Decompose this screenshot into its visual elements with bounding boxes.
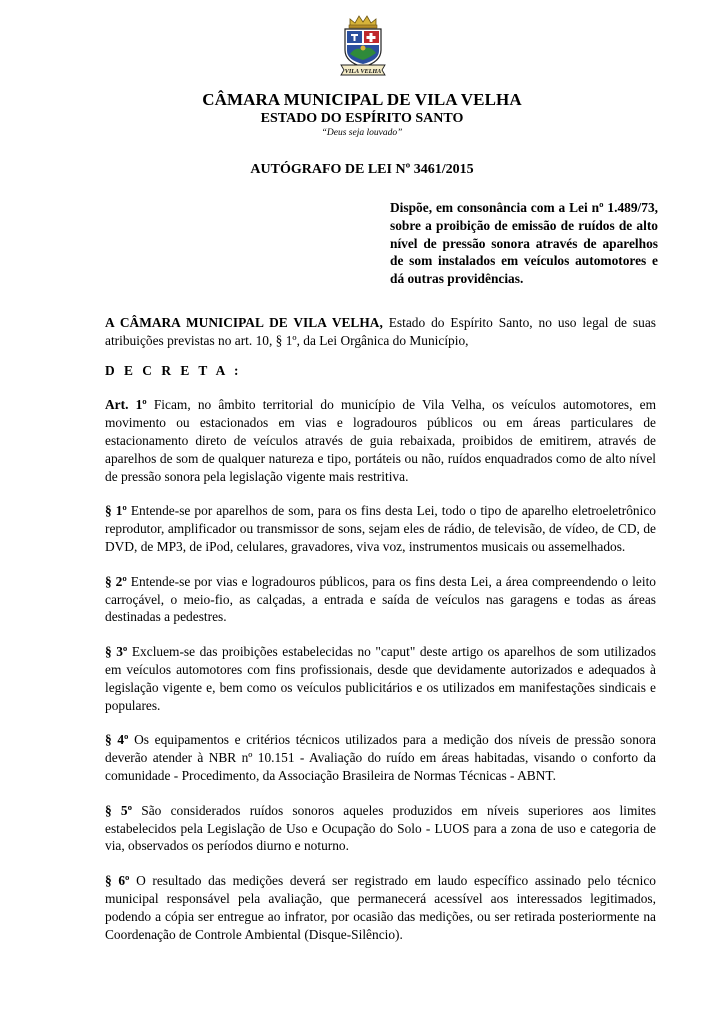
intro-paragraph (105, 314, 656, 350)
paragraph-text: Entende-se por aparelhos de som, para os fins desta Lei, todo o tipo de aparelho eletroeletrônico reprodutor, amplificador ou transmissor de sons, sejam eles de rádio, de televisão, de vídeo, de CD, de DVD, de MP3, de iPod, celulares, gravadores, viva voz, instrumentos musicais ou assemelhados. (105, 503, 656, 554)
article-label: Art. 1º (105, 397, 147, 413)
paragraph-label: § 3º (105, 644, 128, 660)
intro-text: Estado do Espírito Santo, no uso legal de suas atribuições previstas no art. 10, § 1º, da Lei Orgânica do Município, (105, 315, 656, 348)
paragraph-3 (105, 643, 656, 714)
document-body (105, 314, 656, 960)
paragraph-4 (105, 731, 656, 784)
paragraph-text: Os equipamentos e critérios técnicos utilizados para a medição dos níveis de pressão sonora deverão atender à NBR nº 10.151 - Avaliação do ruído em áreas habitadas, visando o conforto da comunidade - Procedimento, da Associação Brasileira de Normas Técnicas - ABNT. (105, 732, 656, 783)
paragraph-text: São considerados ruídos sonoros aqueles produzidos em níveis superiores aos limites estabelecidos pela Legislação de Uso e Ocupação do Solo - LUOS para a zona de uso e categoria de via, observados os períodos diurno e noturno. (105, 802, 656, 854)
motto: “Deus seja louvado” (321, 128, 403, 138)
paragraph-label: § 2º (105, 573, 127, 589)
ementa: Dispõe, em consonância com a Lei nº 1.489/73, sobre a proibição de emissão de ruídos de alto nível de pressão sonora através de aparelhos de som instalados em veículos automotores e dá outras providências. (390, 200, 658, 287)
state-name: ESTADO DO ESPÍRITO SANTO (260, 111, 464, 126)
paragraph-text: O resultado das medições deverá ser registrado em laudo específico assinado pelo técnico municipal responsável pela avaliação, que permanecerá acessível aos interessados legitimados, podendo a cópia ser entregue ao infrator, por ocasião das medições, ou ser retirada posteriormente na Coordenação de Controle Ambiental (Disque-Silêncio). (105, 873, 656, 942)
chamber-name: CÂMARA MUNICIPAL DE VILA VELHA (202, 90, 522, 109)
logo-banner-text: VILA VELHA (344, 68, 382, 75)
intro-bold: A CÂMARA MUNICIPAL DE VILA VELHA, (105, 315, 383, 330)
paragraph-text: Excluem-se das proibições estabelecidas no "caput" deste artigo os aparelhos de som utilizados em veículos automotores com fins profissionais, desde que devidamente autorizados e adequados à legislação vigente e, bem como os veículos publicitários e os utilizados em manifestações sindicais e populares. (105, 644, 656, 713)
paragraph-5 (105, 802, 656, 855)
paragraph-2 (105, 573, 656, 626)
paragraph-6 (105, 872, 656, 943)
decreta-heading: D E C R E T A : (105, 362, 242, 378)
paragraph-label: § 6º (105, 873, 130, 889)
article-1 (105, 396, 656, 485)
paragraph-text: Entende-se por vias e logradouros públicos, para os fins desta Lei, a área compreendendo o leito carroçável, o meio-fio, as calçadas, a entrada e saída de veículos nas garagens e todas as áreas destinadas a pedestres. (105, 573, 656, 625)
document-title: AUTÓGRAFO DE LEI Nº 3461/2015 (250, 162, 474, 177)
coat-of-arms-logo (338, 14, 388, 76)
article-text: Ficam, no âmbito territorial do município de Vila Velha, os veículos automotores, em movimento ou estacionados em vias e logradouros públicos ou em áreas particulares de estacionamento direto de veículos através de guia rebaixada, proibidos de emitirem, através de aparelhos de som de qualquer natureza e tipo, portáteis ou não, ruídos enquadrados como de alto nível de pressão sonora pela legislação vigente mais restritiva. (105, 397, 657, 484)
paragraph-label: § 4º (105, 732, 129, 748)
letterhead (0, 90, 724, 139)
paragraph-label: § 1º (105, 503, 127, 519)
paragraph-label: § 5º (105, 802, 133, 818)
paragraph-1 (105, 502, 656, 555)
